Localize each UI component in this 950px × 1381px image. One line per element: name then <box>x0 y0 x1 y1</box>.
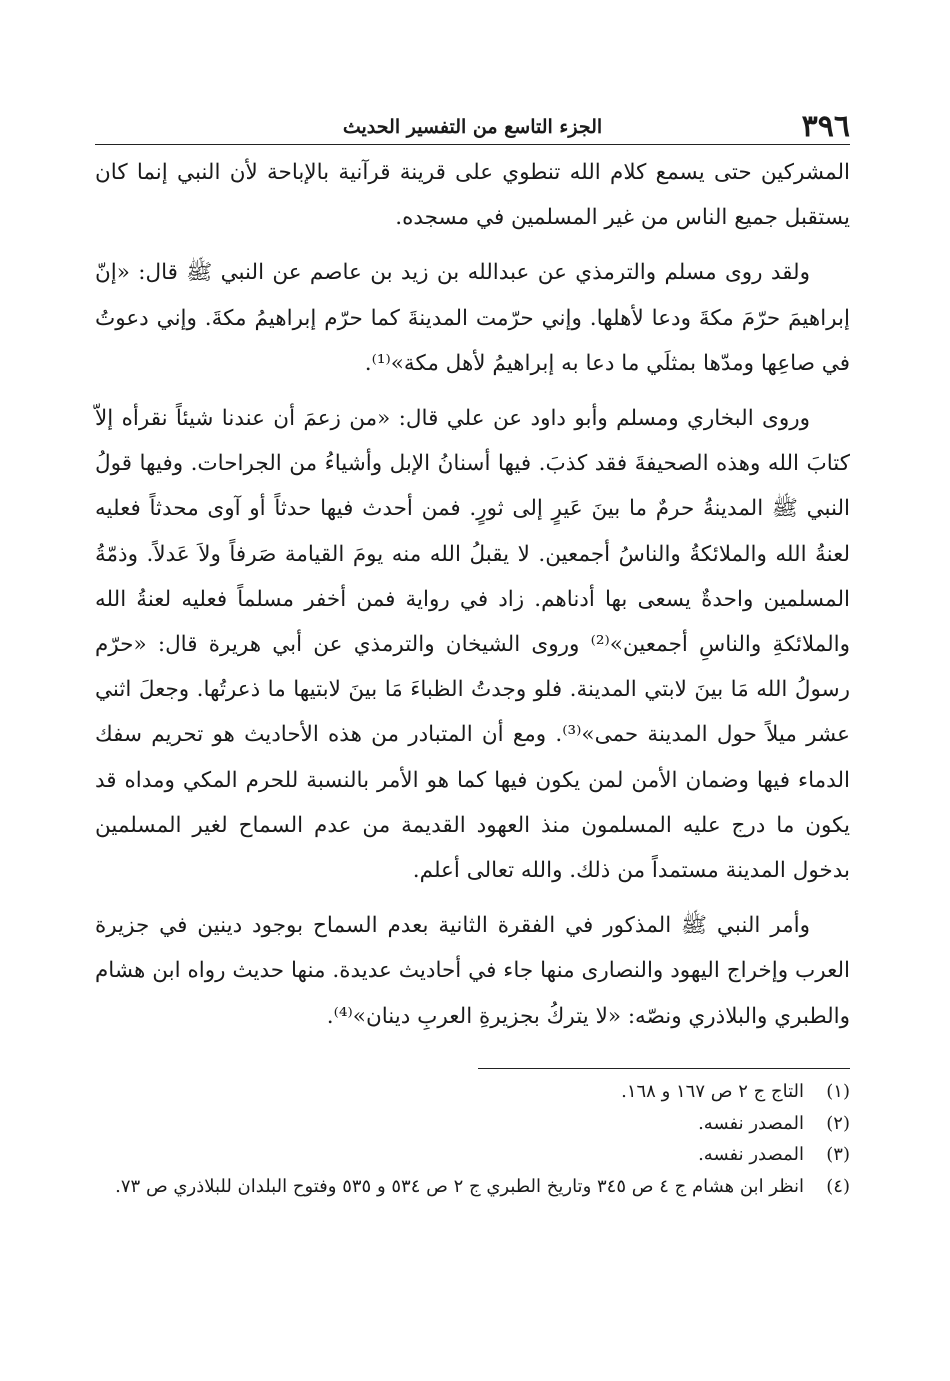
footnote-item <box>95 1108 850 1140</box>
footnote-text: المصدر نفسه. <box>698 1112 804 1134</box>
footnote-text: المصدر نفسه. <box>698 1144 804 1165</box>
footnote-number: (٢) <box>826 1112 850 1134</box>
footnote-item <box>95 1171 850 1203</box>
running-title: الجزء التاسع من التفسير الحديث <box>342 116 603 138</box>
footnote-number: (٣) <box>826 1144 850 1165</box>
body-text <box>95 150 850 1049</box>
footnotes <box>95 1076 850 1202</box>
footnote-separator <box>478 1068 850 1069</box>
paragraph: وروى البخاري ومسلم وأبو داود عن علي قال: «من زعمَ أن عندنا شيئاً نقرأه إلاّ كتابَ الله وهذه الصحيفةَ فقد كذبَ. فيها أسنانُ الإبل وأشياءُ من الجراحات. وفيها قولُ النبي ﷺ المدينةُ حرمٌ ما بينَ عَيرٍ إلى ثورٍ. فمن أحدث فيها حدثاً أو آوى محدثاً فعليه لعنةُ الله والملائكةُ والناسُ أجمعين. لا يقبلُ الله منه يومَ القيامة صَرفاً ولاَ عَدلاً. وذمّةُ المسلمين واحدةٌ يسعى بها أدناهم. زاد في رواية فمن أخفر مسلماً فعليه لعنةُ الله والملائكةِ والناسِ أجمعين»⁽²⁾ وروى الشيخان والترمذي عن أبي هريرة قال: «حرّم رسولُ الله مَا بينَ لابتي المدينة. فلو وجدتُ الظباءَ مَا بينَ لابتيها ما ذعرتُها. وجعلَ اثني عشر ميلاً حول المدينة حمى»⁽³⁾. ومع أن المتبادر من هذه الأحاديث هو تحريم سفك الدماء فيها وضمان الأمن لمن يكون فيها كما هو الأمر بالنسبة للحرم المكي ومداه قد يكون ما درج عليه المسلمون منذ العهود القديمة من عدم السماح لغير المسلمين بدخول المدينة مستمداً من ذلك. والله تعالى أعلم. <box>95 406 851 884</box>
page-header <box>95 110 850 145</box>
paragraph: ولقد روى مسلم والترمذي عن عبدالله بن زيد بن عاصم عن النبي ﷺ قال: «إنّ إبراهيمَ حرّمَ مكةَ ودعا لأهلها. وإني حرّمت المدينةَ كما حرّم إبراهيمُ مكةَ. وإني دعوتُ في صاعِها ومدّها بمثلَي ما دعا به إبراهيمُ لأهل مكة»⁽¹⁾. <box>95 260 850 376</box>
footnote-text: التاج ج ٢ ص ١٦٧ و ١٦٨. <box>621 1081 804 1102</box>
footnote-number: (٤) <box>826 1175 850 1197</box>
footnote-item <box>95 1076 850 1108</box>
footnote-item <box>95 1139 850 1171</box>
footnote-text: انظر ابن هشام ج ٤ ص ٣٤٥ وتاريخ الطبري ج ٢ ص ٥٣٤ و ٥٣٥ وفتوح البلدان للبلاذري ص ٧٣. <box>115 1175 804 1197</box>
paragraph: وأمر النبي ﷺ المذكور في الفقرة الثانية بعدم السماح بوجود دينين في جزيرة العرب وإخراج اليهود والنصارى منها جاء في أحاديث عديدة. منها حديث رواه ابن هشام والطبري والبلاذري ونصّه: «لا يتركُ بجزيرةِ العربِ دينان»⁽⁴⁾. <box>95 913 850 1029</box>
footnote-number: (١) <box>826 1081 850 1102</box>
page-number: ٣٩٦ <box>801 109 850 144</box>
paragraph: المشركين حتى يسمع كلام الله تنطوي على قرينة قرآنية بالإباحة لأن النبي إنما كان يستقبل جميع الناس من غير المسلمين في مسجده. <box>95 160 850 231</box>
